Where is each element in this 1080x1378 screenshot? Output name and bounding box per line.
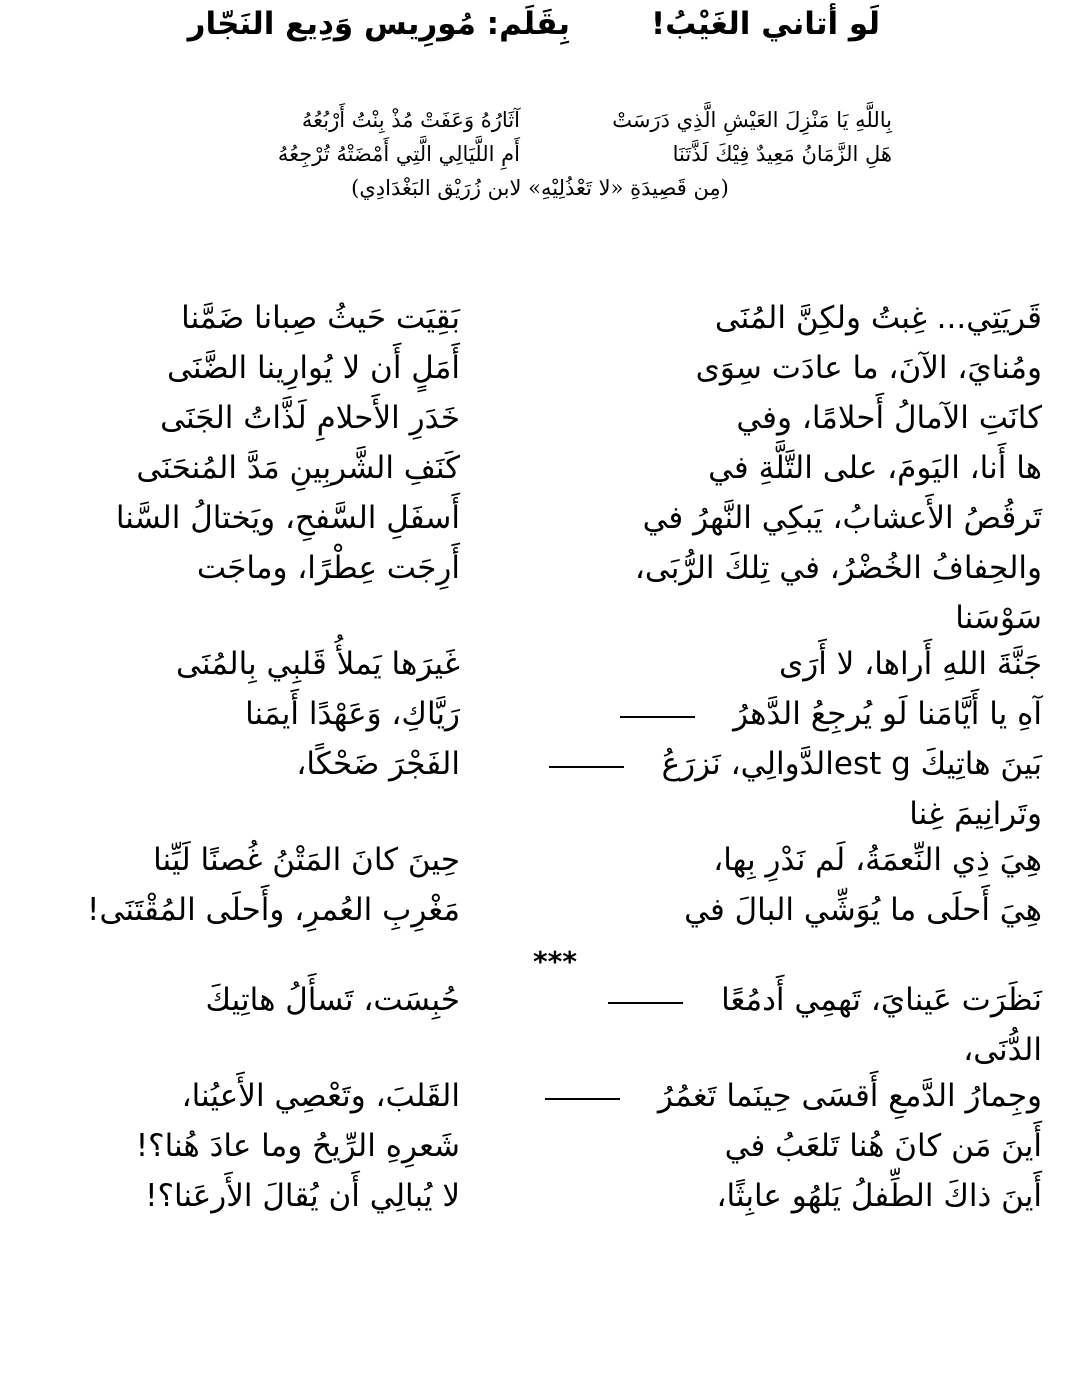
stanza [0,300,1080,942]
first-hemistich: ومُنايَ، الآنَ، ما عادَت سِوَى [695,350,1042,386]
second-hemistich: لا يُبالِي أَن يُقالَ الأَرعَنا؟! [145,1178,460,1214]
stanza-separator: *** [533,945,577,978]
verse-line [0,1078,1080,1128]
second-hemistich: حُبِسَت، تَسأَلُ هاتِيكَ [205,982,460,1018]
poem-author: بِقَلَم: مُورِيس وَدِيع النَجّار [187,6,570,42]
second-hemistich: كَنَفِ الشَّربِينِ مَدَّ المُنحَنَى [136,450,460,486]
verse-line [0,1178,1080,1228]
verse-line [0,892,1080,942]
second-hemistich: حِينَ كانَ المَتْنُ غُصنًا لَيِّنا [153,842,460,878]
first-hemistich: وجِمارُ الدَّمعِ أَقسَى حِينَما تَغمُرُ [657,1078,1042,1114]
epigraph-line [0,142,1080,176]
verse-line [0,696,1080,746]
epigraph-first-hemistich: هَلِ الزَّمَانُ مَعِيدٌ فِيْكَ لَذَّتَنَا [672,142,892,166]
line-break-dash [620,716,695,718]
second-hemistich: أَرِجَت عِطْرًا، وماجَت [196,550,460,586]
poem-body [0,300,1080,1228]
line-break-dash [608,1002,683,1004]
hemistich-continuation: وتَرانِيمَ غِنا [909,796,1042,832]
title-row [0,6,1080,46]
epigraph-source: (مِن قَصِيدَةِ «لا تَعْذُلِيْهِ» لابن زُرَيْق البَغْدَادِي) [351,176,729,200]
second-hemistich: أَمَلٍ أَن لا يُوارِينا الضَّنَى [167,350,460,386]
first-hemistich: قَريَتِي... غِبتُ ولكِنَّ المُنَى [714,300,1042,336]
verse-line [0,746,1080,796]
verse-line [0,500,1080,550]
second-hemistich: خَدَرِ الأَحلامِ لَذَّاتُ الجَنَى [160,400,460,436]
first-hemistich: هِيَ أَحلَى ما يُوَشِّي البالَ في [684,892,1042,928]
epigraph-first-hemistich: بِاللَّهِ يَا مَنْزِلَ العَيْشِ الَّذِي دَرَسَتْ [612,108,892,132]
verse-line [0,646,1080,696]
second-hemistich: رَيَّاكِ، وَعَهْدًا أَيمَنا [245,696,460,732]
first-hemistich: بَينَ هاتِيكَ est gالدَّوالِي، نَزرَعُ [661,746,1042,782]
verse-line [0,982,1080,1032]
hemistich-continuation: سَوْسَنا [955,600,1042,636]
line-break-dash [549,766,624,768]
second-hemistich: غَيرَها يَملأُ قَلبِي بِالمُنَى [176,646,460,682]
verse-line [0,400,1080,450]
first-hemistich: ها أَنا، اليَومَ، على التَّلَّةِ في [708,450,1042,486]
verse-line [0,350,1080,400]
epigraph-line [0,108,1080,142]
first-hemistich: نَظَرَت عَينايَ، تَهمِي أَدمُعًا [721,982,1042,1018]
first-hemistich: هِيَ ذِي النِّعمَةُ، لَم نَدْرِ بِها، [713,842,1042,878]
hemistich-continuation: الدُّنَى، [963,1032,1042,1068]
first-hemistich: جَنَّةَ اللهِ أَراها، لا أَرَى [778,646,1042,682]
epigraph [0,108,1080,210]
first-hemistich: كانَتِ الآمالُ أَحلامًا، وفي [736,400,1042,436]
verse-line [0,550,1080,600]
second-hemistich: الفَجْرَ ضَحْكًا، [296,746,460,782]
first-hemistich: تَرقُصُ الأَعشابُ، يَبكِي النَّهرُ في [642,500,1042,536]
verse-line [0,1128,1080,1178]
second-hemistich: مَغْرِبِ العُمرِ، وأَحلَى المُقْتَنَى! [87,892,460,928]
line-break-dash [545,1098,620,1100]
second-hemistich: بَقِيَت حَيثُ صِبانا ضَمَّنا [181,300,460,336]
epigraph-second-hemistich: أَمِ اللَّيَالِي الَّتِي أَمْضَتْهُ تُرْجِعُهُ [277,142,520,166]
second-hemistich: القَلبَ، وتَعْصِي الأَعيُنا، [181,1078,460,1114]
first-hemistich: أَينَ ذاكَ الطِّفلُ يَلهُو عابِثًا، [716,1178,1042,1214]
epigraph-second-hemistich: آثَارُهُ وَعَفَتْ مُذْ بِنْتُ أَرْبُعُهُ [301,108,520,132]
second-hemistich: أَسفَلِ السَّفحِ، ويَختالُ السَّنا [115,500,460,536]
poem-title: لَو أتاني الغَيْبُ! [651,6,880,42]
second-hemistich: شَعرِهِ الرِّيحُ وما عادَ هُنا؟! [135,1128,460,1164]
first-hemistich: والحِفافُ الخُضْرُ، في تِلكَ الرُّبَى، [634,550,1042,586]
stanza [0,982,1080,1228]
first-hemistich: آهِ يا أَيَّامَنا لَو يُرجِعُ الدَّهرُ [733,696,1042,732]
first-hemistich: أَينَ مَن كانَ هُنا تَلعَبُ في [724,1128,1042,1164]
verse-line [0,450,1080,500]
verse-line [0,842,1080,892]
verse-line [0,300,1080,350]
